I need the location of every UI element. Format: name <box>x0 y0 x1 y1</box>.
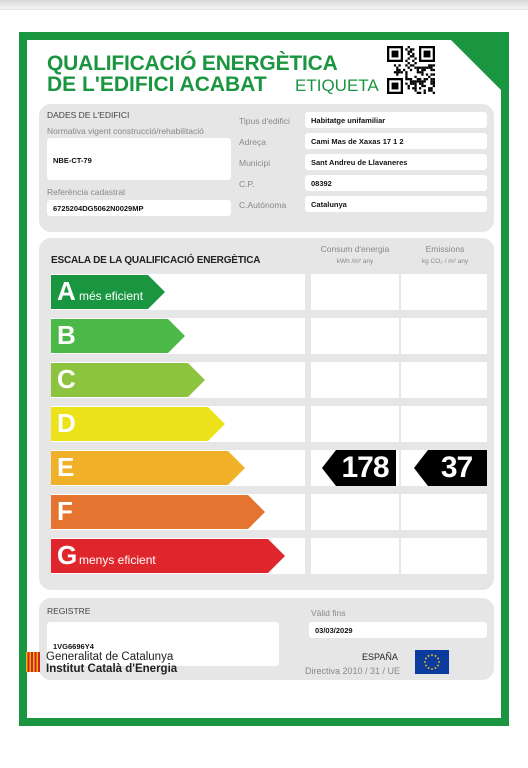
espana-label: ESPAÑA <box>362 652 398 662</box>
consum-cell <box>311 274 399 310</box>
consum-cell <box>311 406 399 442</box>
field-value: Cami Mas de Xaxas 17 1 2 <box>311 137 404 146</box>
institut-name: Institut Català d'Energia <box>46 663 178 675</box>
emissions-header: Emissions <box>425 244 465 254</box>
emissions-cell <box>401 274 487 310</box>
field-label: C.Autònoma <box>239 200 287 210</box>
field-label: C.P. <box>239 179 255 189</box>
building-data-heading: DADES DE L'EDIFICI <box>47 110 130 120</box>
class-letter: B <box>57 320 76 350</box>
field-label: Adreça <box>239 137 266 147</box>
emissions-cell <box>401 318 487 354</box>
building-data-panel <box>39 104 494 232</box>
valid-until-label: Vàlid fins <box>311 608 346 618</box>
class-letter: F <box>57 496 73 526</box>
consum-unit: kWh /m² any <box>336 258 374 265</box>
class-sublabel: més eficient <box>79 289 144 303</box>
class-letter: G <box>57 540 78 570</box>
directive-label: Directiva 2010 / 31 / UE <box>305 666 401 676</box>
field-label: Municipi <box>239 158 271 168</box>
emissions-cell <box>401 406 487 442</box>
class-letter: C <box>57 364 76 394</box>
emissions-cell <box>401 362 487 398</box>
field-box <box>305 175 487 191</box>
title-line-1: QUALIFICACIÓ ENERGÈTICA <box>47 52 338 75</box>
valid-until-value: 03/03/2029 <box>315 626 353 635</box>
emissions-value: 37 <box>440 451 473 484</box>
browser-top-strip <box>0 0 528 10</box>
emissions-cell <box>401 494 487 530</box>
class-letter: D <box>57 408 76 438</box>
consum-cell <box>311 538 399 574</box>
normativa-label: Normativa vigent construcció/rehabilitació <box>47 126 204 136</box>
field-value: 08392 <box>311 179 332 188</box>
eu-flag-icon <box>415 650 449 674</box>
field-value: Habitatge unifamiliar <box>311 116 386 125</box>
referencia-value: 6725204DG5062N0029MP <box>53 204 144 213</box>
etiqueta-label: ETIQUETA <box>295 76 379 95</box>
class-arrow-d <box>51 407 225 441</box>
class-letter: A <box>57 276 76 306</box>
energy-scale-panel <box>39 238 494 590</box>
emissions-cell <box>401 538 487 574</box>
emissions-unit: kg CO₂ / m² any <box>421 258 469 265</box>
consum-value: 178 <box>341 451 389 484</box>
normativa-value: NBE-CT-79 <box>53 156 92 165</box>
consum-cell <box>311 494 399 530</box>
registry-label: REGISTRE <box>47 606 91 616</box>
class-arrow-e <box>51 451 245 485</box>
field-label: Tipus d'edifici <box>239 116 290 126</box>
class-arrow-f <box>51 495 265 529</box>
energy-scale-title: ESCALA DE LA QUALIFICACIÓ ENERGÈTICA <box>51 255 261 266</box>
generalitat-name: Generalitat de Catalunya <box>46 651 174 663</box>
field-value: Sant Andreu de Llavaneres <box>311 158 408 167</box>
class-sublabel: menys eficient <box>79 553 156 567</box>
class-letter: E <box>57 452 75 482</box>
field-value: Catalunya <box>311 200 347 209</box>
referencia-label: Referència cadastral <box>47 187 125 197</box>
consum-cell <box>311 362 399 398</box>
generalitat-logo-icon <box>26 652 40 672</box>
registry-value: 1VG6696Y4 <box>53 642 94 651</box>
qr-code-icon <box>387 46 435 94</box>
energy-label <box>19 32 509 726</box>
consum-cell <box>311 318 399 354</box>
title-line-2: DE L'EDIFICI ACABAT <box>47 73 267 96</box>
consum-header: Consum d'energia <box>320 244 390 254</box>
green-corner-decoration <box>443 32 509 98</box>
